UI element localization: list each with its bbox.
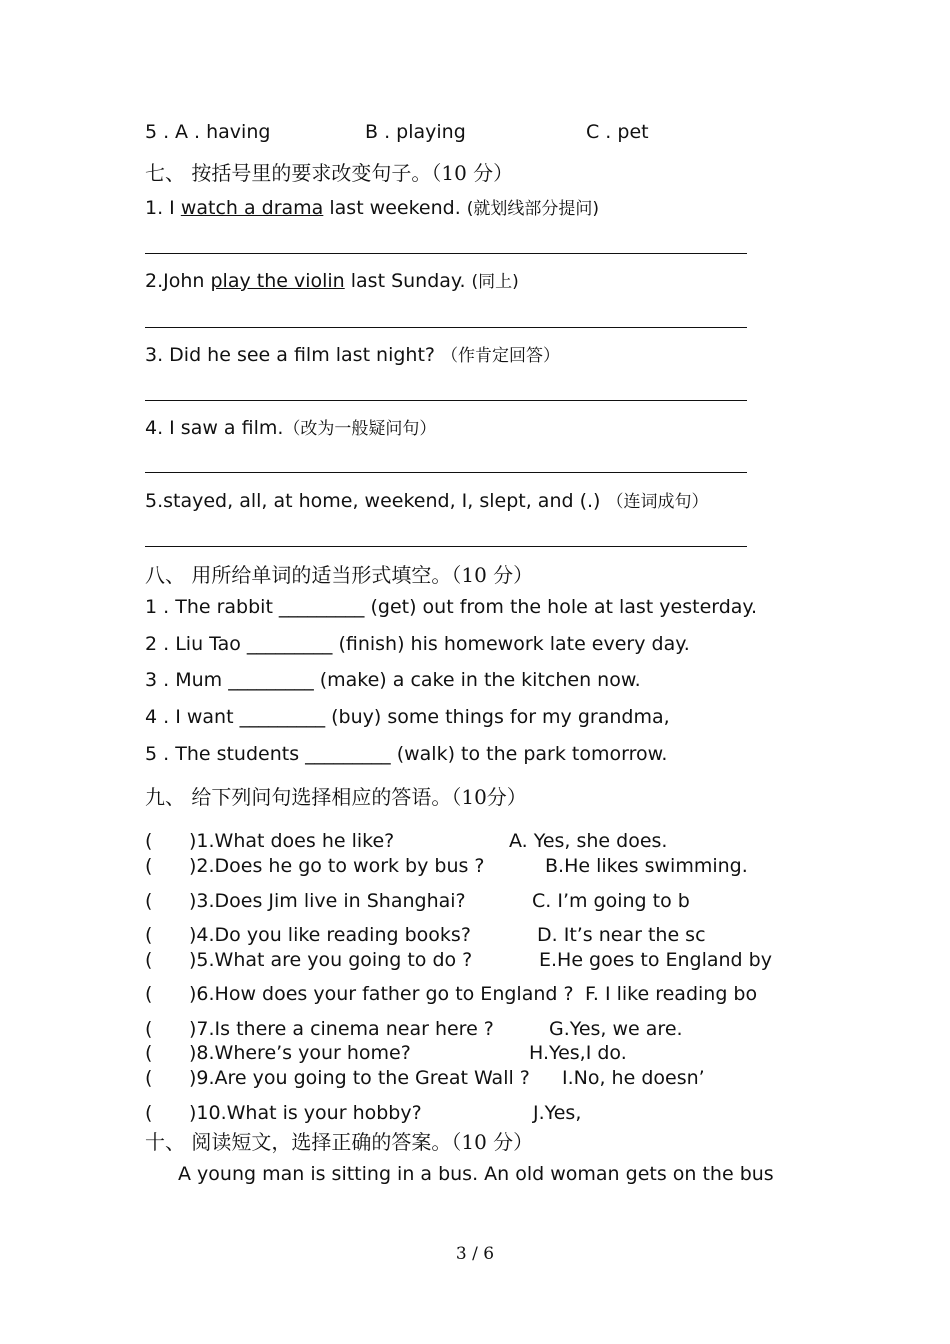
paren: ( [145,830,153,852]
answer-line [145,472,747,473]
section-10-heading: 十、 阅读短文，选择正确的答案。（10 分） [145,1130,534,1154]
s8-item-5: 5 . The students _________ (walk) to the park tomorrow. [145,743,668,765]
s7-item-4: 4. I saw a film.（改为一般疑问句） [145,417,437,439]
s9-answer-d: D. It’s near the sc [537,924,706,946]
q5-option-a: A . having [175,121,271,143]
answer-line [145,253,747,254]
section-8-heading: 八、 用所给单词的适当形式填空。（10 分） [145,563,534,587]
s9-question-3: )3.Does Jim live in Shanghai? [189,890,466,912]
paren: ( [145,949,153,971]
paren: ( [145,1018,153,1040]
s9-answer-h: H.Yes,I do. [529,1042,627,1064]
s9-answer-f: F. I like reading bo [585,983,758,1005]
s9-question-10: )10.What is your hobby? [189,1102,422,1124]
paren: ( [145,1042,153,1064]
s7-item-3: 3. Did he see a film last night? （作肯定回答） [145,344,561,366]
s9-answer-b: B.He likes swimming. [545,855,748,877]
paren: ( [145,1067,153,1089]
s9-question-2: )2.Does he go to work by bus ? [189,855,485,877]
paren: ( [145,924,153,946]
s9-answer-j: J.Yes, [533,1102,582,1124]
s7-item-5: 5.stayed, all, at home, weekend, I, slept, and (.) （连词成句） [145,490,709,512]
s9-answer-e: E.He goes to England by [539,949,772,971]
paren: ( [145,890,153,912]
s9-question-6: )6.How does your father go to England ? [189,983,574,1005]
answer-line [145,327,747,328]
s9-answer-i: I.No, he doesn’ [562,1067,705,1089]
s9-question-9: )9.Are you going to the Great Wall ? [189,1067,530,1089]
reading-passage: A young man is sitting in a bus. An old woman gets on the bus [178,1163,774,1185]
s9-answer-c: C. I’m going to b [532,890,690,912]
s8-item-4: 4 . I want _________ (buy) some things for my grandma, [145,706,670,728]
s8-item-3: 3 . Mum _________ (make) a cake in the kitchen now. [145,669,641,691]
s9-answer-g: G.Yes, we are. [549,1018,683,1040]
q5-option-c: C . pet [586,121,649,143]
s9-answer-a: A. Yes, she does. [509,830,668,852]
s9-question-7: )7.Is there a cinema near here ? [189,1018,494,1040]
q5-number: 5 . [145,121,170,143]
paren: ( [145,983,153,1005]
s7-item-2: 2.John play the violin last Sunday. (同上) [145,270,519,292]
page-number: 3 / 6 [455,1244,495,1264]
section-9-heading: 九、 给下列问句选择相应的答语。（10分） [145,785,527,809]
answer-line [145,546,747,547]
s7-item-1: 1. I watch a drama last weekend. (就划线部分提问) [145,197,600,219]
s9-question-1: )1.What does he like? [189,830,395,852]
s9-question-5: )5.What are you going to do ? [189,949,473,971]
answer-line [145,400,747,401]
s9-question-4: )4.Do you like reading books? [189,924,471,946]
s8-item-1: 1 . The rabbit _________ (get) out from the hole at last yesterday. [145,596,758,618]
paren: ( [145,855,153,877]
section-7-heading: 七、 按括号里的要求改变句子。（10 分） [145,161,514,185]
paren: ( [145,1102,153,1124]
s9-question-8: )8.Where’s your home? [189,1042,411,1064]
s8-item-2: 2 . Liu Tao _________ (finish) his homework late every day. [145,633,690,655]
q5-option-b: B . playing [365,121,466,143]
